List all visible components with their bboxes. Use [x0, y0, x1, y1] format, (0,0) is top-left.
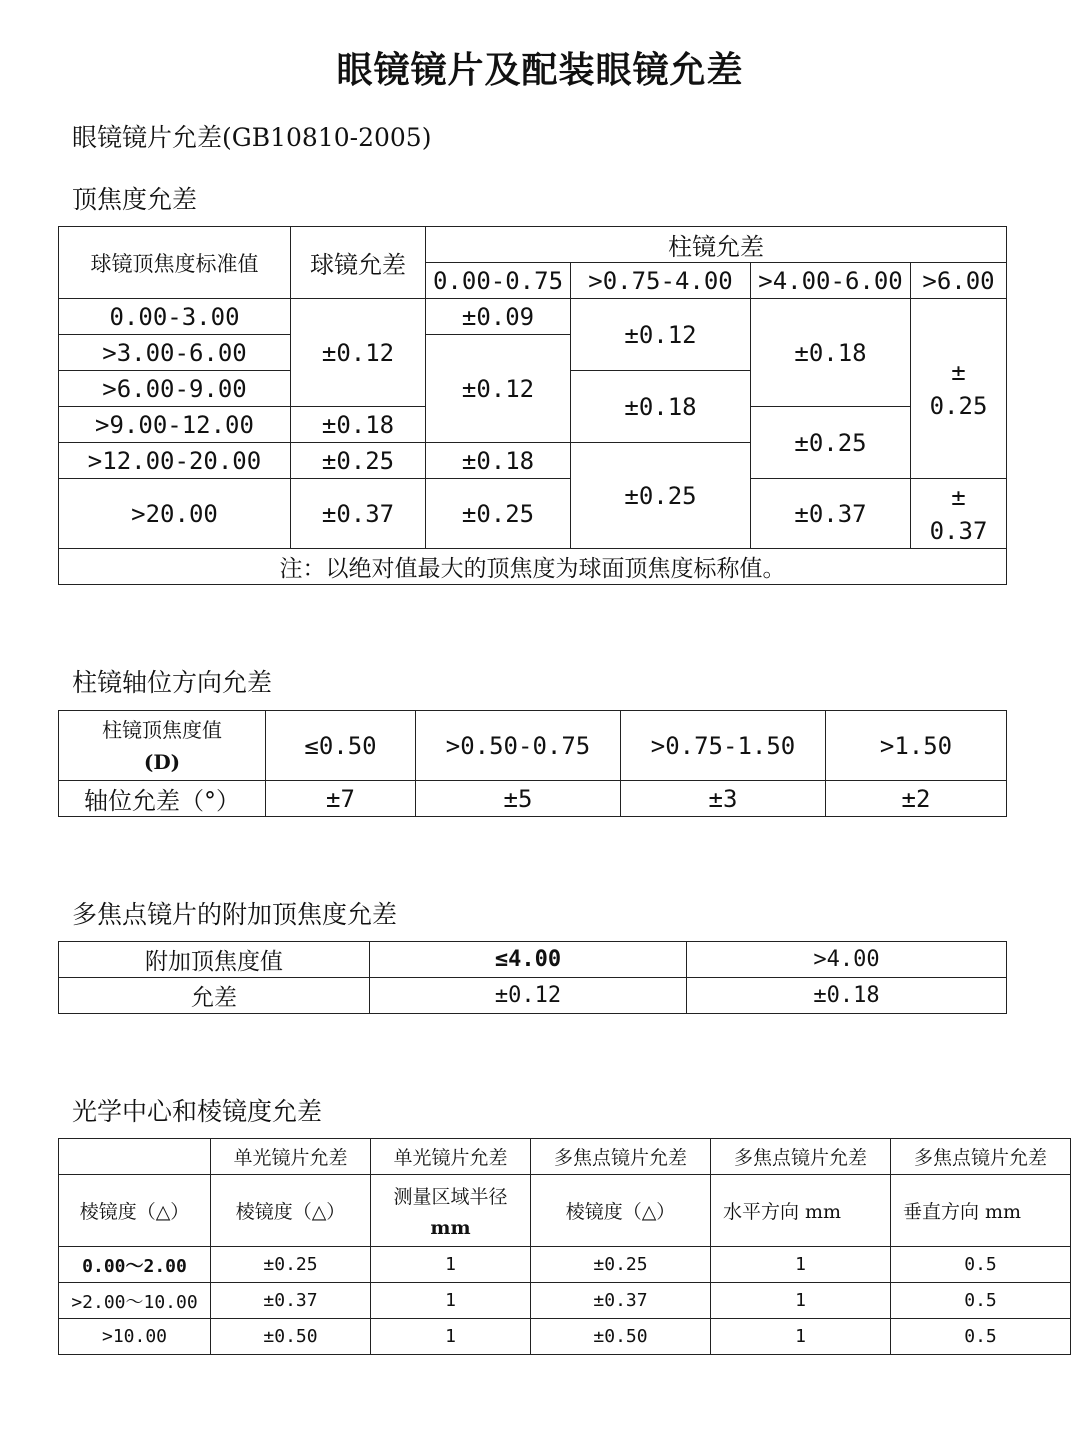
table-cell: ±0.25 [531, 1247, 711, 1283]
cyl-power-range: >1.50 [826, 711, 1007, 781]
table-cell: 1 [711, 1247, 891, 1283]
header-cyl-range: 0.00-0.75 [426, 263, 571, 299]
row-label: >9.00-12.00 [59, 407, 291, 443]
addition-tolerance-label: 允差 [59, 978, 370, 1014]
column-header-line2: mm [430, 1217, 471, 1239]
column-header: 棱镜度（△） [59, 1175, 211, 1247]
column-group-header: 多焦点镜片允差 [891, 1139, 1071, 1175]
row-label: >6.00-9.00 [59, 371, 291, 407]
addition-tolerance-heading: 多焦点镜片的附加顶焦度允差 [72, 900, 398, 929]
vertex-power-heading: 顶焦度允差 [72, 185, 198, 214]
sphere-tolerance-cell: ±0.25 [291, 443, 426, 479]
table-cell: 0.5 [891, 1283, 1071, 1319]
row-label: 0.00-3.00 [59, 299, 291, 335]
table-note: 注：以绝对值最大的顶焦度为球面顶焦度标称值。 [59, 549, 1007, 585]
axis-tolerance-heading: 柱镜轴位方向允差 [72, 668, 273, 697]
cyl-tolerance-sign: ± [951, 482, 966, 511]
axis-tolerance-value: ±5 [416, 781, 621, 817]
table-cell: ±0.37 [211, 1283, 371, 1319]
column-group-header: 多焦点镜片允差 [711, 1139, 891, 1175]
axis-tolerance-table [58, 710, 1007, 817]
axis-tolerance-value: ±2 [826, 781, 1007, 817]
column-header: 垂直方向 mm [891, 1175, 1071, 1247]
axis-tolerance-value: ±3 [621, 781, 826, 817]
cyl-power-label [59, 711, 266, 781]
column-header: 水平方向 mm [711, 1175, 891, 1247]
table-cell: ±0.50 [531, 1319, 711, 1355]
addition-tolerance-value: ±0.18 [687, 978, 1007, 1014]
column-header: 棱镜度（△） [531, 1175, 711, 1247]
cyl-tolerance-cell: ±0.25 [426, 479, 571, 549]
header-sphere-nominal: 球镜顶焦度标准值 [59, 227, 291, 299]
cyl-tolerance-cell: ±0.12 [426, 335, 571, 443]
sphere-tolerance-cell: ±0.37 [291, 479, 426, 549]
header-cyl-range: >0.75-4.00 [571, 263, 751, 299]
header-cyl-range: >4.00-6.00 [751, 263, 911, 299]
table-cell: 1 [711, 1319, 891, 1355]
axis-tolerance-value: ±7 [266, 781, 416, 817]
table-cell: 0.5 [891, 1247, 1071, 1283]
prism-range: >2.00～10.00 [59, 1283, 211, 1319]
cyl-power-label-line1: 柱镜顶焦度值 [102, 717, 222, 742]
row-label: >3.00-6.00 [59, 335, 291, 371]
addition-power-range: ≤4.00 [370, 942, 687, 978]
cyl-tolerance-cell: ±0.18 [571, 371, 751, 443]
table-cell: 1 [711, 1283, 891, 1319]
cyl-tolerance-cell [911, 479, 1007, 549]
cyl-tolerance-value: 0.25 [929, 391, 988, 420]
header-cylinder-tolerance: 柱镜允差 [426, 227, 1007, 263]
cyl-power-range: >0.75-1.50 [621, 711, 826, 781]
header-sphere-tolerance: 球镜允差 [291, 227, 426, 299]
column-header: 棱镜度（△） [211, 1175, 371, 1247]
cyl-tolerance-cell: ±0.18 [751, 299, 911, 407]
addition-tolerance-table [58, 941, 1007, 1014]
cyl-power-range: >0.50-0.75 [416, 711, 621, 781]
cyl-power-range: ≤0.50 [266, 711, 416, 781]
table-cell: ±0.25 [211, 1247, 371, 1283]
table-cell: 1 [371, 1319, 531, 1355]
sphere-tolerance-cell: ±0.18 [291, 407, 426, 443]
table-cell: ±0.37 [531, 1283, 711, 1319]
cyl-tolerance-cell: ±0.12 [571, 299, 751, 371]
cyl-tolerance-value: 0.37 [929, 516, 988, 545]
table-cell: 1 [371, 1247, 531, 1283]
cyl-tolerance-cell: ±0.25 [751, 407, 911, 479]
header-cyl-range: >6.00 [911, 263, 1007, 299]
cyl-tolerance-cell: ±0.18 [426, 443, 571, 479]
cyl-tolerance-sign: ± [951, 357, 966, 386]
page-title: 眼镜镜片及配装眼镜允差 [336, 49, 744, 91]
table-cell: 0.5 [891, 1319, 1071, 1355]
column-group-header: 单光镜片允差 [211, 1139, 371, 1175]
cyl-tolerance-cell: ±0.09 [426, 299, 571, 335]
addition-power-range: >4.00 [687, 942, 1007, 978]
addition-power-label: 附加顶焦度值 [59, 942, 370, 978]
cyl-power-label-line2: (D) [143, 749, 181, 774]
cyl-tolerance-cell: ±0.37 [751, 479, 911, 549]
prism-tolerance-heading: 光学中心和棱镜度允差 [72, 1097, 323, 1126]
cyl-tolerance-cell [911, 299, 1007, 479]
column-group-header: 多焦点镜片允差 [531, 1139, 711, 1175]
axis-tolerance-label: 轴位允差（°） [59, 781, 266, 817]
table-cell: 1 [371, 1283, 531, 1319]
prism-range: >10.00 [59, 1319, 211, 1355]
standard-heading: 眼镜镜片允差(GB10810-2005) [72, 123, 432, 152]
row-label: >12.00-20.00 [59, 443, 291, 479]
column-header [371, 1175, 531, 1247]
sphere-tolerance-cell: ±0.12 [291, 299, 426, 407]
table-cell: ±0.50 [211, 1319, 371, 1355]
prism-range: 0.00～2.00 [59, 1247, 211, 1283]
cyl-tolerance-cell: ±0.25 [571, 443, 751, 549]
prism-tolerance-table [58, 1138, 1071, 1355]
row-label: >20.00 [59, 479, 291, 549]
empty-header-cell [59, 1139, 211, 1175]
addition-tolerance-value: ±0.12 [370, 978, 687, 1014]
column-header-line1: 测量区域半径 [393, 1186, 508, 1208]
column-group-header: 单光镜片允差 [371, 1139, 531, 1175]
vertex-power-table [58, 226, 1007, 585]
